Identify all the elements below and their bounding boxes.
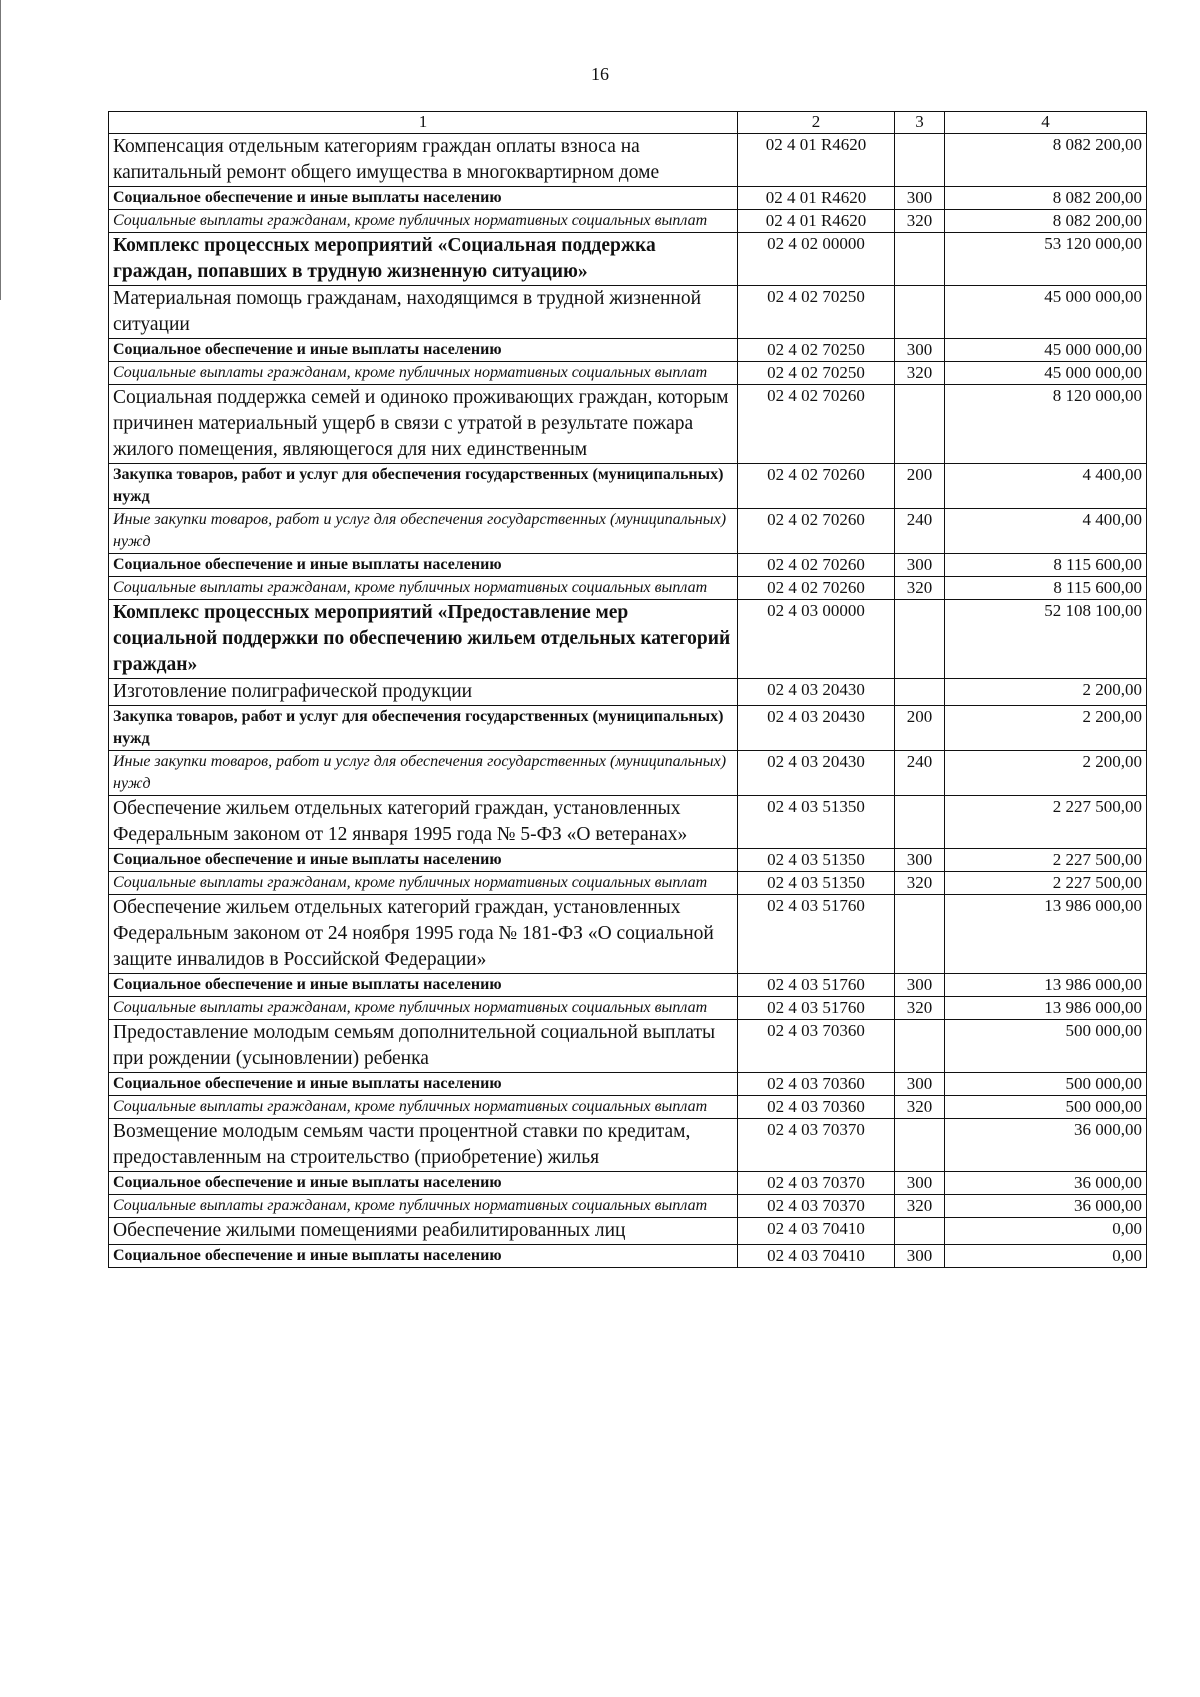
row-expense-type: 320 xyxy=(895,362,945,385)
row-name: Социальное обеспечение и иные выплаты населению xyxy=(109,849,738,872)
row-name: Комплекс процессных мероприятий «Предоставление мер социальной поддержки по обеспечению жильем отдельных категорий граждан» xyxy=(109,600,738,679)
table-row xyxy=(109,997,1147,1020)
row-name: Иные закупки товаров, работ и услуг для обеспечения государственных (муниципальных) нужд xyxy=(109,751,738,796)
row-amount: 53 120 000,00 xyxy=(945,233,1147,286)
row-name: Социальные выплаты гражданам, кроме публичных нормативных социальных выплат xyxy=(109,872,738,895)
table-row xyxy=(109,1020,1147,1073)
row-name: Компенсация отдельным категориям граждан оплаты взноса на капитальный ремонт общего имущества в многоквартирном доме xyxy=(109,134,738,187)
row-expense-type: 300 xyxy=(895,974,945,997)
row-expense-type xyxy=(895,1020,945,1073)
row-code: 02 4 02 70250 xyxy=(738,362,895,385)
row-code: 02 4 01 R4620 xyxy=(738,187,895,210)
table-row xyxy=(109,187,1147,210)
row-amount: 45 000 000,00 xyxy=(945,362,1147,385)
row-expense-type xyxy=(895,600,945,679)
row-expense-type xyxy=(895,796,945,849)
row-expense-type: 300 xyxy=(895,554,945,577)
row-amount: 500 000,00 xyxy=(945,1096,1147,1119)
row-code: 02 4 03 70360 xyxy=(738,1020,895,1073)
row-code: 02 4 03 70370 xyxy=(738,1172,895,1195)
row-name: Социальное обеспечение и иные выплаты населению xyxy=(109,1245,738,1268)
table-row xyxy=(109,385,1147,464)
row-code: 02 4 01 R4620 xyxy=(738,134,895,187)
table-row xyxy=(109,1195,1147,1218)
row-name: Социальные выплаты гражданам, кроме публичных нормативных социальных выплат xyxy=(109,577,738,600)
row-amount: 52 108 100,00 xyxy=(945,600,1147,679)
row-expense-type: 320 xyxy=(895,1096,945,1119)
row-code: 02 4 02 70260 xyxy=(738,509,895,554)
header-col-1: 1 xyxy=(109,112,738,134)
table-body xyxy=(109,134,1147,1268)
table-row xyxy=(109,751,1147,796)
row-name: Обеспечение жилыми помещениями реабилитированных лиц xyxy=(109,1218,738,1245)
row-name: Социальное обеспечение и иные выплаты населению xyxy=(109,1172,738,1195)
table-row xyxy=(109,233,1147,286)
table-row xyxy=(109,134,1147,187)
row-code: 02 4 02 70260 xyxy=(738,385,895,464)
row-expense-type: 300 xyxy=(895,849,945,872)
row-code: 02 4 03 51350 xyxy=(738,796,895,849)
row-code: 02 4 02 70260 xyxy=(738,464,895,509)
table-row xyxy=(109,1245,1147,1268)
table-header-row xyxy=(109,112,1147,134)
row-code: 02 4 03 00000 xyxy=(738,600,895,679)
row-amount: 8 115 600,00 xyxy=(945,577,1147,600)
row-expense-type: 240 xyxy=(895,751,945,796)
row-amount: 2 200,00 xyxy=(945,679,1147,706)
row-expense-type: 320 xyxy=(895,872,945,895)
row-name: Социальные выплаты гражданам, кроме публичных нормативных социальных выплат xyxy=(109,997,738,1020)
row-name: Социальное обеспечение и иные выплаты населению xyxy=(109,339,738,362)
row-name: Социальные выплаты гражданам, кроме публичных нормативных социальных выплат xyxy=(109,362,738,385)
row-expense-type: 320 xyxy=(895,577,945,600)
row-code: 02 4 02 00000 xyxy=(738,233,895,286)
header-col-4: 4 xyxy=(945,112,1147,134)
row-amount: 8 120 000,00 xyxy=(945,385,1147,464)
table-row xyxy=(109,464,1147,509)
row-expense-type xyxy=(895,286,945,339)
row-name: Социальная поддержка семей и одиноко проживающих граждан, которым причинен материальный ущерб в связи с утратой в результате пожара жилого помещения, являющегося для них единственным xyxy=(109,385,738,464)
row-amount: 8 082 200,00 xyxy=(945,187,1147,210)
row-expense-type: 320 xyxy=(895,997,945,1020)
row-code: 02 4 03 20430 xyxy=(738,751,895,796)
row-name: Предоставление молодым семьям дополнительной социальной выплаты при рождении (усыновлении) ребенка xyxy=(109,1020,738,1073)
row-name: Обеспечение жильем отдельных категорий граждан, установленных Федеральным законом от 12 января 1995 года № 5-ФЗ «О ветеранах» xyxy=(109,796,738,849)
row-code: 02 4 03 51760 xyxy=(738,997,895,1020)
row-expense-type: 240 xyxy=(895,509,945,554)
table-row xyxy=(109,895,1147,974)
row-code: 02 4 03 70410 xyxy=(738,1245,895,1268)
row-name: Закупка товаров, работ и услуг для обеспечения государственных (муниципальных) нужд xyxy=(109,706,738,751)
table-row xyxy=(109,872,1147,895)
row-amount: 45 000 000,00 xyxy=(945,286,1147,339)
row-amount: 0,00 xyxy=(945,1245,1147,1268)
table-row xyxy=(109,679,1147,706)
table-row xyxy=(109,1073,1147,1096)
row-code: 02 4 03 51350 xyxy=(738,849,895,872)
table-row xyxy=(109,849,1147,872)
row-code: 02 4 03 20430 xyxy=(738,706,895,751)
row-name: Социальное обеспечение и иные выплаты населению xyxy=(109,1073,738,1096)
row-amount: 4 400,00 xyxy=(945,509,1147,554)
row-amount: 36 000,00 xyxy=(945,1119,1147,1172)
row-amount: 8 115 600,00 xyxy=(945,554,1147,577)
row-amount: 2 227 500,00 xyxy=(945,849,1147,872)
row-amount: 2 227 500,00 xyxy=(945,796,1147,849)
row-expense-type: 320 xyxy=(895,210,945,233)
row-expense-type xyxy=(895,1218,945,1245)
row-name: Изготовление полиграфической продукции xyxy=(109,679,738,706)
row-name: Обеспечение жильем отдельных категорий граждан, установленных Федеральным законом от 24 ноября 1995 года № 181-ФЗ «О социальной защите инвалидов в Российской Федерации» xyxy=(109,895,738,974)
row-name: Социальное обеспечение и иные выплаты населению xyxy=(109,554,738,577)
table-row xyxy=(109,600,1147,679)
header-col-2: 2 xyxy=(738,112,895,134)
row-code: 02 4 01 R4620 xyxy=(738,210,895,233)
row-code: 02 4 02 70250 xyxy=(738,339,895,362)
table-row xyxy=(109,706,1147,751)
row-amount: 0,00 xyxy=(945,1218,1147,1245)
row-name: Социальные выплаты гражданам, кроме публичных нормативных социальных выплат xyxy=(109,1096,738,1119)
row-expense-type xyxy=(895,1119,945,1172)
table-row xyxy=(109,1119,1147,1172)
row-expense-type xyxy=(895,385,945,464)
row-expense-type: 200 xyxy=(895,706,945,751)
row-name: Закупка товаров, работ и услуг для обеспечения государственных (муниципальных) нужд xyxy=(109,464,738,509)
table-row xyxy=(109,210,1147,233)
table-row xyxy=(109,974,1147,997)
row-amount: 13 986 000,00 xyxy=(945,997,1147,1020)
sheet-edge-line xyxy=(0,0,4,300)
row-name: Социальные выплаты гражданам, кроме публичных нормативных социальных выплат xyxy=(109,210,738,233)
table-row xyxy=(109,509,1147,554)
row-name: Иные закупки товаров, работ и услуг для обеспечения государственных (муниципальных) нужд xyxy=(109,509,738,554)
row-expense-type xyxy=(895,895,945,974)
table-row xyxy=(109,362,1147,385)
row-name: Социальные выплаты гражданам, кроме публичных нормативных социальных выплат xyxy=(109,1195,738,1218)
table-row xyxy=(109,554,1147,577)
row-code: 02 4 03 70360 xyxy=(738,1096,895,1119)
row-code: 02 4 03 20430 xyxy=(738,679,895,706)
row-amount: 45 000 000,00 xyxy=(945,339,1147,362)
row-amount: 500 000,00 xyxy=(945,1020,1147,1073)
row-code: 02 4 03 70360 xyxy=(738,1073,895,1096)
row-expense-type xyxy=(895,679,945,706)
table-row xyxy=(109,339,1147,362)
row-code: 02 4 02 70250 xyxy=(738,286,895,339)
budget-table xyxy=(108,111,1147,1268)
row-amount: 2 227 500,00 xyxy=(945,872,1147,895)
row-expense-type: 300 xyxy=(895,339,945,362)
row-code: 02 4 03 70370 xyxy=(738,1195,895,1218)
row-amount: 8 082 200,00 xyxy=(945,210,1147,233)
row-code: 02 4 03 70370 xyxy=(738,1119,895,1172)
row-amount: 13 986 000,00 xyxy=(945,974,1147,997)
row-amount: 4 400,00 xyxy=(945,464,1147,509)
row-name: Социальное обеспечение и иные выплаты населению xyxy=(109,974,738,997)
table-row xyxy=(109,286,1147,339)
row-expense-type xyxy=(895,134,945,187)
row-amount: 8 082 200,00 xyxy=(945,134,1147,187)
table-row xyxy=(109,1172,1147,1195)
row-code: 02 4 03 51350 xyxy=(738,872,895,895)
row-amount: 2 200,00 xyxy=(945,706,1147,751)
row-expense-type: 300 xyxy=(895,1245,945,1268)
header-col-3: 3 xyxy=(895,112,945,134)
page-number: 16 xyxy=(591,64,609,84)
row-expense-type: 300 xyxy=(895,187,945,210)
row-code: 02 4 03 70410 xyxy=(738,1218,895,1245)
row-amount: 13 986 000,00 xyxy=(945,895,1147,974)
row-expense-type xyxy=(895,233,945,286)
row-code: 02 4 02 70260 xyxy=(738,554,895,577)
row-code: 02 4 03 51760 xyxy=(738,895,895,974)
row-expense-type: 300 xyxy=(895,1172,945,1195)
table-row xyxy=(109,796,1147,849)
table-row xyxy=(109,577,1147,600)
table-row xyxy=(109,1218,1147,1245)
row-name: Комплекс процессных мероприятий «Социальная поддержка граждан, попавших в трудную жизненную ситуацию» xyxy=(109,233,738,286)
row-expense-type: 200 xyxy=(895,464,945,509)
row-name: Возмещение молодым семьям части процентной ставки по кредитам, предоставленным на строительство (приобретение) жилья xyxy=(109,1119,738,1172)
row-amount: 500 000,00 xyxy=(945,1073,1147,1096)
row-amount: 36 000,00 xyxy=(945,1172,1147,1195)
row-code: 02 4 02 70260 xyxy=(738,577,895,600)
table-row xyxy=(109,1096,1147,1119)
row-expense-type: 300 xyxy=(895,1073,945,1096)
row-amount: 36 000,00 xyxy=(945,1195,1147,1218)
row-code: 02 4 03 51760 xyxy=(738,974,895,997)
row-name: Социальное обеспечение и иные выплаты населению xyxy=(109,187,738,210)
row-expense-type: 320 xyxy=(895,1195,945,1218)
row-name: Материальная помощь гражданам, находящимся в трудной жизненной ситуации xyxy=(109,286,738,339)
row-amount: 2 200,00 xyxy=(945,751,1147,796)
